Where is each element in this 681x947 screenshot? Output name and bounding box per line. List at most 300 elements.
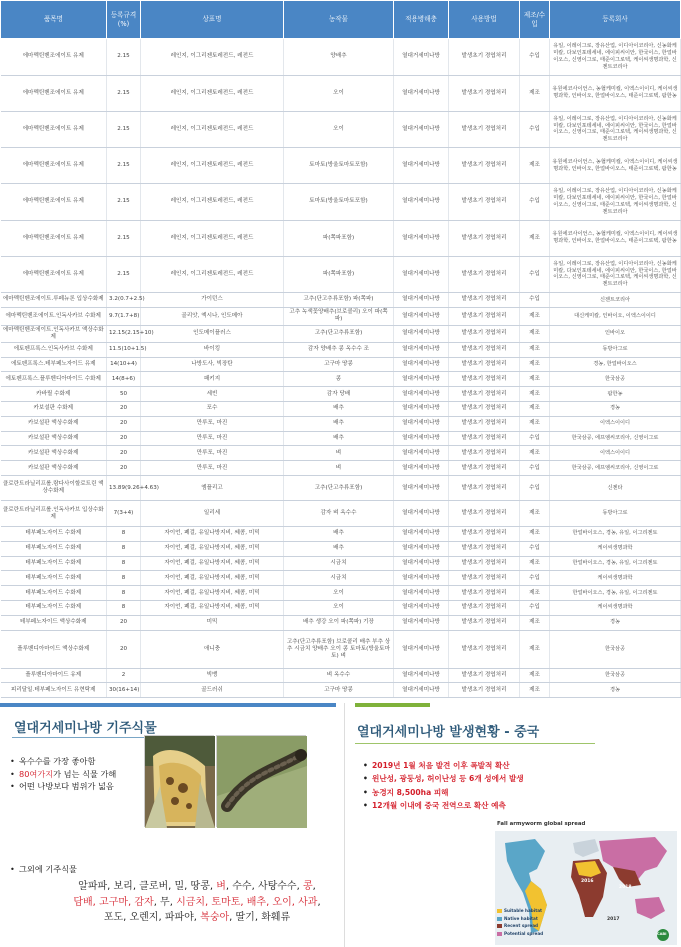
table-cell: 유일, 이레이그로, 장유산업, 이디아이코리아, 신농화케미칼, 다보인포테세네, 에이피씨이안, 한국이스, 한얼바이오스, 신영이그로, 태준이그로텍, 케이씨생명과학, 신젠트코리아 (550, 39, 681, 76)
table-row (1, 293, 681, 308)
table-cell: 오이 (284, 586, 394, 601)
bullet-item: • 80여가지가 넘는 식물 가해 (10, 768, 150, 781)
table-cell: 에마멕틴벤조에이트 유제 (1, 39, 107, 76)
table-cell: 테부페노자이드 수화제 (1, 571, 107, 586)
bullet-item: • 2019년 1월 처음 발견 이후 폭발적 확산 (363, 759, 673, 772)
table-cell: 발생초기 경엽처리 (449, 541, 520, 556)
host-plant-list (62, 879, 332, 926)
table-cell: 수입 (520, 541, 550, 556)
table-cell: 감자 벼 옥수수 (284, 501, 394, 527)
table-cell: 20 (107, 431, 141, 446)
table-cell: 레인지, 이그리젠토레전드, 레전드 (141, 75, 284, 111)
table-cell: 발생초기 경엽처리 (449, 556, 520, 571)
column-header: 등록회사 (550, 1, 681, 39)
table-cell: 자이언, 폐걸, 유일나방지비, 쎄콤, 미믹 (141, 526, 284, 541)
table-cell: 한얼바이오스, 경농, 유일, 이그리젠토 (550, 556, 681, 571)
column-header: 농작물 (284, 1, 394, 39)
table-cell: 레인지, 이그리젠토레전드, 레전드 (141, 148, 284, 184)
table-cell: 벼 옥수수 (284, 668, 394, 683)
table-cell: 유일, 이레이그로, 장유산업, 이디아이코리아, 신농화케미칼, 다보인포테세네, 에이피씨이안, 한국이스, 한얼바이오스, 신영이그로, 태준이그로텍, 케이씨생명과학, 신젠트코리아 (550, 256, 681, 293)
table-cell: 카보설판 액상수화제 (1, 431, 107, 446)
table-cell: 테부페노자이드 수화제 (1, 556, 107, 571)
table-cell: 카보설판 액상수화제 (1, 446, 107, 461)
table-cell: 케이씨생명과학 (550, 600, 681, 615)
table-cell: 8 (107, 586, 141, 601)
table-row (1, 683, 681, 698)
table-cell: 토마토(방울토마토포함) (284, 148, 394, 184)
table-cell: 2.15 (107, 220, 141, 256)
table-cell: 레인지, 이그리젠토레전드, 레전드 (141, 39, 284, 76)
table-cell: 에토펜프록스.테부페노자이드 유제 (1, 357, 107, 372)
table-row (1, 75, 681, 111)
table-cell: 제조 (520, 683, 550, 698)
table-row (1, 571, 681, 586)
table-row (1, 220, 681, 256)
table-cell: 한국삼공 (550, 372, 681, 387)
table-row (1, 586, 681, 601)
table-cell: 일리세 (141, 501, 284, 527)
table-row (1, 307, 681, 325)
table-cell: 제조 (520, 148, 550, 184)
table-cell: 팜한농 (550, 387, 681, 402)
table-cell: 유원에코사이언스, 농협케미컬, 이엑스이이디, 케이씨생명과학, 인바이오, 한얼바이오스, 태준이그로텍, 팜한농 (550, 220, 681, 256)
table-cell: 에마멕틴벤조에이트.루페뉴론 입상수화제 (1, 293, 107, 308)
table-cell: 유일, 이레이그로, 장유산업, 이디아이코리아, 신농화케미칼, 다보인포테세네, 에이피씨이안, 한국이스, 한얼바이오스, 신영이그로, 태준이그로텍, 케이씨생명과학, 신젠트코리아 (550, 184, 681, 221)
table-cell: 8 (107, 600, 141, 615)
table-cell: 열대거세미나방 (394, 475, 449, 501)
table-cell: 경농, 한얼바이오스 (550, 357, 681, 372)
table-cell: 플루벤디아마이드 액상수화제 (1, 630, 107, 668)
table-cell: 에마멕틴벤조에이트 유제 (1, 111, 107, 148)
table-row (1, 39, 681, 76)
table-cell: 50 (107, 387, 141, 402)
table-cell: 발생초기 경엽처리 (449, 401, 520, 416)
table-cell: 고추(단고추류포함) 브로콜리 배추 부추 상추 시금치 양배추 오이 콩 토마토(방울토마토) 벼 (284, 630, 394, 668)
legend-item (497, 915, 543, 923)
table-cell: 발생초기 경엽처리 (449, 571, 520, 586)
table-cell: 제조 (520, 446, 550, 461)
table-cell: 열대거세미나방 (394, 615, 449, 630)
table-cell: 대신케미칼, 인바이오, 이엑스이이디 (550, 307, 681, 325)
table-cell: 만루포, 마진 (141, 416, 284, 431)
table-row (1, 184, 681, 221)
table-cell: 만루포, 마진 (141, 446, 284, 461)
table-row (1, 668, 681, 683)
year-label: 2016 (581, 879, 594, 884)
table-row (1, 526, 681, 541)
table-cell: 세빈 (141, 387, 284, 402)
map-legend (497, 907, 543, 937)
table-cell: 20 (107, 446, 141, 461)
bullet-item: • 그외에 기주식물 (10, 863, 130, 876)
table-cell: 자이언, 폐걸, 유일나방지비, 쎄콤, 미믹 (141, 571, 284, 586)
legend-swatch (497, 909, 502, 913)
table-cell: 열대거세미나방 (394, 387, 449, 402)
table-cell: 경농 (550, 615, 681, 630)
table-cell: 이엑스이이디 (550, 446, 681, 461)
table-cell: 고추 녹색꽃양배추(브로콜리) 오이 파(쪽파) (284, 307, 394, 325)
table-cell: 제조 (520, 615, 550, 630)
table-cell: 고추(단고추류포함) (284, 325, 394, 342)
table-cell: 포수 (141, 401, 284, 416)
table-cell: 감자 당배 (284, 387, 394, 402)
host-other-bullet (10, 863, 130, 876)
table-cell: 열대거세미나방 (394, 541, 449, 556)
table-cell: 인바이오 (550, 325, 681, 342)
table-row (1, 111, 681, 148)
table-cell: 레인지, 이그리젠토레전드, 레전드 (141, 256, 284, 293)
table-cell: 토마토(방울토마토포함) (284, 184, 394, 221)
table-cell: 에마멕틴벤조에이트.인독사카브 액상수화제 (1, 325, 107, 342)
table-cell: 열대거세미나방 (394, 325, 449, 342)
table-cell: 발생초기 경엽처리 (449, 111, 520, 148)
table-row (1, 325, 681, 342)
table-cell: 배추 (284, 416, 394, 431)
table-cell: 감자 양배추 콩 옥수수 조 (284, 342, 394, 357)
table-row (1, 148, 681, 184)
table-cell: 한얼바이오스, 경농, 유일, 이그리젠토 (550, 586, 681, 601)
table-cell: 14(8+6) (107, 372, 141, 387)
legend-label: Suitable habitat (504, 908, 543, 913)
table-cell: 수입 (520, 600, 550, 615)
table-cell: 클로란트라닐리프롤.인독사카브 입상수화제 (1, 501, 107, 527)
table-cell: 동방아그로 (550, 342, 681, 357)
table-cell: 파(쪽파포함) (284, 256, 394, 293)
table-cell: 골리앗, 엑시나, 인도메아 (141, 307, 284, 325)
table-row (1, 501, 681, 527)
table-cell: 수입 (520, 293, 550, 308)
table-cell: 열대거세미나방 (394, 501, 449, 527)
table-row (1, 615, 681, 630)
table-cell: 시금치 (284, 571, 394, 586)
table-cell: 카바릴 수화제 (1, 387, 107, 402)
table-cell: 제조 (520, 387, 550, 402)
table-cell: 유원에코사이언스, 농협케미컬, 이엑스이이디, 케이씨생명과학, 인바이오, 한얼바이오스, 태준이그로텍, 팜한농 (550, 148, 681, 184)
table-cell: 에마멕틴벤조에이트 유제 (1, 75, 107, 111)
table-cell: 테부페노자이드 수화제 (1, 586, 107, 601)
bullet-item: • 윈난성, 광둥성, 허이난성 등 6개 성에서 발생 (363, 772, 673, 785)
table-cell: 수입 (520, 571, 550, 586)
table-cell: 에마멕틴벤조에이트 유제 (1, 148, 107, 184)
table-cell: 배추 (284, 431, 394, 446)
bullet-item: • 12개월 이내에 중국 전역으로 확산 예측 (363, 799, 673, 812)
slide-title: 열대거세미나방 발생현황 - 중국 (357, 725, 540, 740)
table-cell: 8 (107, 541, 141, 556)
table-cell: 열대거세미나방 (394, 372, 449, 387)
table-cell: 제조 (520, 526, 550, 541)
table-row (1, 556, 681, 571)
table-cell: 케이씨생명과학 (550, 571, 681, 586)
table-cell: 미믹 (141, 615, 284, 630)
table-cell: 양배추 (284, 39, 394, 76)
table-cell: 한국삼공 (550, 630, 681, 668)
table-row (1, 401, 681, 416)
table-cell: 발생초기 경엽처리 (449, 475, 520, 501)
table-cell: 자이언, 폐걸, 유일나방지비, 쎄콤, 미믹 (141, 541, 284, 556)
table-row (1, 387, 681, 402)
table-cell: 고구마 땅콩 (284, 683, 394, 698)
slide-top-bar (355, 703, 430, 707)
title-underline (355, 743, 595, 744)
table-cell: 에마멕틴벤조에이트.인독사카브 수화제 (1, 307, 107, 325)
table-cell: 발생초기 경엽처리 (449, 372, 520, 387)
table-cell: 열대거세미나방 (394, 586, 449, 601)
table-cell: 카보설판 액상수화제 (1, 461, 107, 476)
table-cell: 유원에코사이언스, 농협케미컬, 이엑스이이디, 케이씨생명과학, 인바이오, 한얼바이오스, 태준이그로텍, 팜한농 (550, 75, 681, 111)
table-cell: 제조 (520, 501, 550, 527)
table-cell: 수입 (520, 461, 550, 476)
table-cell: 골드러쉬 (141, 683, 284, 698)
table-cell: 오이 (284, 75, 394, 111)
legend-label: Native habitat (504, 915, 538, 921)
corn-damage-photo (144, 735, 214, 827)
table-row (1, 431, 681, 446)
table-cell: 수입 (520, 475, 550, 501)
table-cell: 2.15 (107, 39, 141, 76)
table-cell: 8 (107, 526, 141, 541)
table-cell: 제조 (520, 357, 550, 372)
table-cell: 콩 (284, 372, 394, 387)
host-bullet-list (10, 755, 150, 793)
host-line-3: 포도, 오렌지, 파파야, 복숭아, 딸기, 화훼류 (103, 912, 291, 923)
table-cell: 자이언, 폐걸, 유일나방지비, 쎄콤, 미믹 (141, 586, 284, 601)
host-line-2: 담배, 고구마, 감자, 무, 시금치, 토마토, 배추, 오이, 사과, (73, 896, 321, 908)
table-cell: 2.15 (107, 75, 141, 111)
table-cell: 7(3+4) (107, 501, 141, 527)
table-cell: 열대거세미나방 (394, 571, 449, 586)
table-header-row (1, 1, 681, 39)
table-cell: 발생초기 경엽처리 (449, 526, 520, 541)
table-cell: 30(16+14) (107, 683, 141, 698)
table-cell: 제조 (520, 630, 550, 668)
table-cell: 발생초기 경엽처리 (449, 416, 520, 431)
table-cell: 경농 (550, 401, 681, 416)
table-cell: 레인지, 이그리젠토레전드, 레전드 (141, 220, 284, 256)
table-cell: 발생초기 경엽처리 (449, 307, 520, 325)
table-cell: 동방아그로 (550, 501, 681, 527)
table-cell: 에토펜프록스.플루벤디아마이드 수화제 (1, 372, 107, 387)
table-cell: 레인지, 이그리젠토레전드, 레전드 (141, 184, 284, 221)
table-cell: 발생초기 경엽처리 (449, 446, 520, 461)
table-cell: 나방도사, 빅장탄 (141, 357, 284, 372)
table-cell: 20 (107, 401, 141, 416)
table-cell: 2 (107, 668, 141, 683)
table-cell: 20 (107, 416, 141, 431)
table-cell: 발생초기 경엽처리 (449, 184, 520, 221)
table-cell: 수입 (520, 256, 550, 293)
table-cell: 2.15 (107, 184, 141, 221)
table-cell: 제조 (520, 307, 550, 325)
table-cell: 열대거세미나방 (394, 461, 449, 476)
table-cell: 발생초기 경엽처리 (449, 293, 520, 308)
table-cell: 2.15 (107, 111, 141, 148)
legend-swatch (497, 932, 502, 936)
table-cell: 8 (107, 556, 141, 571)
column-header: 상표명 (141, 1, 284, 39)
bullet-item: • 농경지 8,500ha 피해 (363, 786, 673, 799)
table-cell: 애니충 (141, 630, 284, 668)
legend-swatch (497, 924, 502, 928)
table-row (1, 600, 681, 615)
table-cell: 열대거세미나방 (394, 111, 449, 148)
table-cell: 자이언, 폐걸, 유일나방지비, 쎄콤, 미믹 (141, 556, 284, 571)
bullet-item: • 어떤 나방보다 범위가 넓음 (10, 780, 150, 793)
table-row (1, 357, 681, 372)
table-cell: 열대거세미나방 (394, 401, 449, 416)
table-cell: 수입 (520, 184, 550, 221)
table-cell: 경농 (550, 683, 681, 698)
table-row (1, 416, 681, 431)
table-cell: 발생초기 경엽처리 (449, 148, 520, 184)
table-cell: 열대거세미나방 (394, 75, 449, 111)
table-cell: 11.5(10+1.5) (107, 342, 141, 357)
table-row (1, 446, 681, 461)
table-cell: 파(쪽파포함) (284, 220, 394, 256)
legend-item (497, 930, 543, 938)
table-cell: 20 (107, 615, 141, 630)
table-cell: 에마멕틴벤조에이트 유제 (1, 184, 107, 221)
table-cell: 오이 (284, 111, 394, 148)
table-cell: 바이킹 (141, 342, 284, 357)
table-cell: 열대거세미나방 (394, 526, 449, 541)
table-cell: 발생초기 경엽처리 (449, 461, 520, 476)
table-cell: 발생초기 경엽처리 (449, 357, 520, 372)
table-cell: 고추(단고추류포함) 파(쪽파) (284, 293, 394, 308)
table-cell: 발생초기 경엽처리 (449, 615, 520, 630)
table-cell: 2.15 (107, 256, 141, 293)
table-cell: 제조 (520, 556, 550, 571)
legend-item (497, 922, 543, 930)
table-row (1, 342, 681, 357)
table-cell: 수입 (520, 431, 550, 446)
table-cell: 발생초기 경엽처리 (449, 342, 520, 357)
table-cell: 열대거세미나방 (394, 342, 449, 357)
table-cell: 인도메이플러스 (141, 325, 284, 342)
column-header: 제조/수입 (520, 1, 550, 39)
legend-item (497, 907, 543, 915)
table-cell: 클로란트라닐리프롤.람다사이할로트린 액상수화제 (1, 475, 107, 501)
table-cell: 열대거세미나방 (394, 600, 449, 615)
table-cell: 열대거세미나방 (394, 220, 449, 256)
column-header: 등록규격(%) (107, 1, 141, 39)
table-cell: 배추 (284, 401, 394, 416)
table-cell: 만루포, 마진 (141, 431, 284, 446)
table-cell: 제조 (520, 586, 550, 601)
table-cell: 20 (107, 461, 141, 476)
table-cell: 발생초기 경엽처리 (449, 683, 520, 698)
cabi-logo: CABI (657, 932, 667, 936)
table-cell: 벼 (284, 446, 394, 461)
table-cell: 제조 (520, 220, 550, 256)
table-cell: 엠플리고 (141, 475, 284, 501)
table-cell: 발생초기 경엽처리 (449, 630, 520, 668)
table-cell: 플루벤디아마이드 유제 (1, 668, 107, 683)
table-cell: 신젠트코리아 (550, 293, 681, 308)
table-cell: 고추(단고추류포함) (284, 475, 394, 501)
table-cell: 유일, 이레이그로, 장유산업, 이디아이코리아, 신농화케미칼, 다보인포테세네, 에이피씨이안, 한국이스, 한얼바이오스, 신영이그로, 태준이그로텍, 케이씨생명과학, 신젠트코리아 (550, 111, 681, 148)
slide-host-plants (0, 703, 336, 947)
legend-swatch (497, 917, 502, 921)
table-cell: 배추 (284, 541, 394, 556)
bullet-item: • 옥수수를 가장 좋아함 (10, 755, 150, 768)
table-cell: 레인지, 이그리젠토레전드, 레전드 (141, 111, 284, 148)
table-cell: 열대거세미나방 (394, 630, 449, 668)
table-cell: 발생초기 경엽처리 (449, 600, 520, 615)
table-cell: 신젠타 (550, 475, 681, 501)
host-line-1: 알파파, 보리, 클로버, 밀, 땅콩, 벼, 수수, 사탕수수, 콩, (78, 881, 316, 892)
table-cell: 12.15(2.15+10) (107, 325, 141, 342)
table-cell: 열대거세미나방 (394, 683, 449, 698)
table-cell: 발생초기 경엽처리 (449, 586, 520, 601)
table-cell: 9.7(1.7+8) (107, 307, 141, 325)
table-cell: 제조 (520, 75, 550, 111)
table-cell: 고구마 땅콩 (284, 357, 394, 372)
table-cell: 제조 (520, 668, 550, 683)
table-cell: 한국삼공, 에프엠씨코리아, 신영이그로 (550, 461, 681, 476)
table-cell: 케이씨생명과학 (550, 541, 681, 556)
year-label: 2018 (619, 885, 632, 890)
table-cell: 발생초기 경엽처리 (449, 431, 520, 446)
table-cell: 제조 (520, 342, 550, 357)
table-cell: 피리달일.테부페노자이드 유현탁제 (1, 683, 107, 698)
table-cell: 발생초기 경엽처리 (449, 220, 520, 256)
larva-photo (216, 735, 306, 827)
table-cell: 13.89(9.26+4.63) (107, 475, 141, 501)
table-cell: 열대거세미나방 (394, 446, 449, 461)
table-cell: 시금치 (284, 556, 394, 571)
table-cell: 패키지 (141, 372, 284, 387)
table-cell: 자이언, 폐걸, 유일나방지비, 쎄콤, 미믹 (141, 600, 284, 615)
table-cell: 열대거세미나방 (394, 357, 449, 372)
legend-label: Potential spread (504, 930, 544, 936)
table-row (1, 541, 681, 556)
map-title: Fall armyworm global spread (497, 821, 586, 827)
table-cell: 열대거세미나방 (394, 184, 449, 221)
table-cell: 14(10+4) (107, 357, 141, 372)
table-cell: 제조 (520, 416, 550, 431)
table-cell: 한국삼공, 에프엠씨코리아, 신영이그로 (550, 431, 681, 446)
table-cell: 빅뱅 (141, 668, 284, 683)
table-cell: 배추 생강 오이 파(쪽파) 기장 (284, 615, 394, 630)
table-row (1, 372, 681, 387)
slide-china-status (344, 703, 680, 947)
table-row (1, 461, 681, 476)
table-cell: 열대거세미나방 (394, 39, 449, 76)
table-cell: 수입 (520, 111, 550, 148)
column-header: 사용방법 (449, 1, 520, 39)
table-cell: 이엑스이이디 (550, 416, 681, 431)
table-cell: 열대거세미나방 (394, 307, 449, 325)
table-cell: 2.15 (107, 148, 141, 184)
table-cell: 한얼바이오스, 경농, 유일, 이그리젠토 (550, 526, 681, 541)
table-cell: 카보설판 수화제 (1, 401, 107, 416)
table-row (1, 630, 681, 668)
table-cell: 열대거세미나방 (394, 256, 449, 293)
table-cell: 3.2(0.7+2.5) (107, 293, 141, 308)
table-cell: 발생초기 경엽처리 (449, 501, 520, 527)
table-cell: 테부페노자이드 수화제 (1, 526, 107, 541)
table-cell: 에토펜프록스.인독사카브 수화제 (1, 342, 107, 357)
table-cell: 수입 (520, 39, 550, 76)
table-cell: 발생초기 경엽처리 (449, 256, 520, 293)
table-cell: 제조 (520, 401, 550, 416)
table-cell: 에마멕틴벤조에이트 유제 (1, 256, 107, 293)
table-cell: 벼 (284, 461, 394, 476)
slide-title: 열대거세미나방 기주식물 (14, 721, 157, 736)
table-row (1, 475, 681, 501)
global-spread-map (495, 821, 677, 945)
table-cell: 테부페노자이드 수화제 (1, 600, 107, 615)
